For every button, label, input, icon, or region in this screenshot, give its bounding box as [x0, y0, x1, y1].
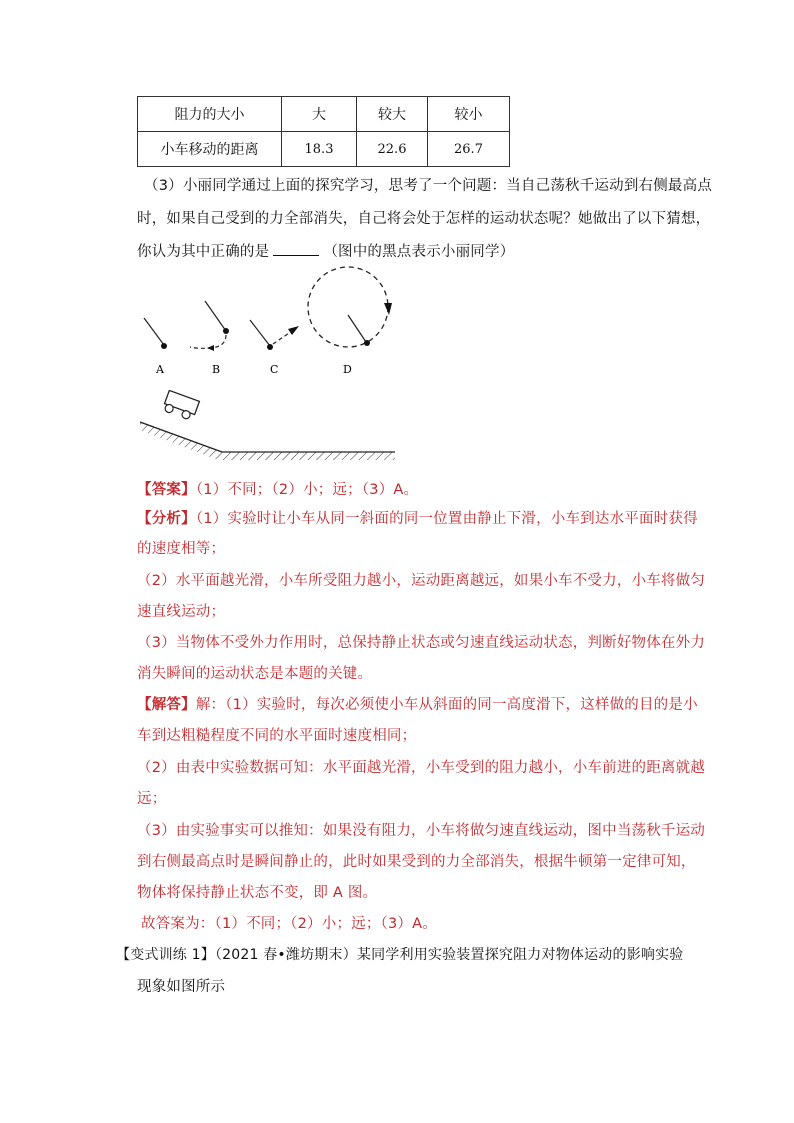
option-b-label: B [212, 363, 221, 376]
solution-text-1: 解：（1）实验时，每次必须使小车从斜面的同一高度滑下，这样做的目的是小 [195, 697, 698, 713]
option-a-label: A [156, 363, 164, 376]
table-cell: 较大 [357, 97, 428, 132]
solution-line4: 远； [137, 791, 167, 807]
option-a-diagram [144, 318, 167, 349]
question3-line3-tail: （图中的黑点表示小丽同学） [323, 244, 515, 260]
question3-line1: （3）小丽同学通过上面的探究学习，思考了一个问题：当自己荡秋千运动到右侧最高点 [144, 178, 713, 194]
answer-tag: 【答案】 [137, 482, 196, 498]
question3-line3 [137, 240, 514, 261]
solution-tag: 【解答】 [137, 697, 196, 713]
analysis-text-1: （1）实验时让小车从同一斜面的同一位置由静止下滑，小车到达水平面时获得 [195, 511, 698, 527]
solution-line7: 物体将保持静止状态不变，即 A 图。 [137, 885, 378, 901]
solution-line3: （2）由表中实验数据可知：水平面越光滑，小车受到的阻力越小，小车前进的距离就越 [137, 760, 706, 776]
table-cell: 阻力的大小 [138, 97, 282, 132]
cart-icon [162, 390, 199, 421]
answer-text: （1）不同；（2）小；远；（3）A。 [195, 482, 419, 498]
question3-line2: 时，如果自己受到的力全部消失，自己将会处于怎样的运动状态呢？她做出了以下猜想， [137, 211, 711, 227]
analysis-line1 [137, 507, 698, 528]
analysis-line2: 的速度相等； [137, 541, 226, 557]
table-row [138, 132, 510, 167]
solution-line6: 到右侧最高点时是瞬间静止的，此时如果受到的力全部消失，根据牛顿第一定律可知， [137, 854, 696, 870]
option-c-label: C [270, 363, 279, 376]
variant-line2: 现象如图所示 [137, 979, 226, 995]
table-cell: 26.7 [428, 132, 510, 167]
variant-line1: 【变式训练 1】（2021 春•潍坊期末）某同学利用实验装置探究阻力对物体运动的影响实验 [116, 947, 684, 963]
swing-figure [130, 265, 410, 385]
option-b-diagram [190, 301, 229, 351]
table-cell: 较小 [428, 97, 510, 132]
analysis-line6: 消失瞬间的运动状态是本题的关键。 [137, 666, 373, 682]
solution-line1 [137, 693, 698, 714]
analysis-line5: （3）当物体不受外力作用时，总保持静止状态或匀速直线运动状态，判断好物体在外力 [137, 635, 706, 651]
question3-line3-text: 你认为其中正确的是 [137, 244, 270, 260]
solution-line8: 故答案为：（1）不同；（2）小；远；（3）A。 [141, 916, 437, 932]
answer-blank [273, 241, 319, 256]
table-cell: 小车移动的距离 [138, 132, 282, 167]
analysis-line4: 速直线运动； [137, 604, 226, 620]
solution-line2: 车到达粗糙程度不同的水平面时速度相同； [137, 728, 417, 744]
table-cell: 大 [282, 97, 357, 132]
solution-line5: （3）由实验事实可以推知：如果没有阻力，小车将做匀速直线运动，图中当荡秋千运动 [137, 823, 706, 839]
results-table [137, 96, 510, 167]
table-cell: 18.3 [282, 132, 357, 167]
option-c-diagram [250, 320, 299, 350]
option-d-diagram [308, 267, 392, 347]
answer-line [137, 478, 418, 499]
analysis-tag: 【分析】 [137, 511, 196, 527]
table-cell: 22.6 [357, 132, 428, 167]
option-d-label: D [343, 363, 352, 376]
incline-cart-figure [140, 390, 400, 465]
table-row [138, 97, 510, 132]
analysis-line3: （2）水平面越光滑，小车所受阻力越小，运动距离越远，如果小车不受力，小车将做匀 [137, 573, 706, 589]
